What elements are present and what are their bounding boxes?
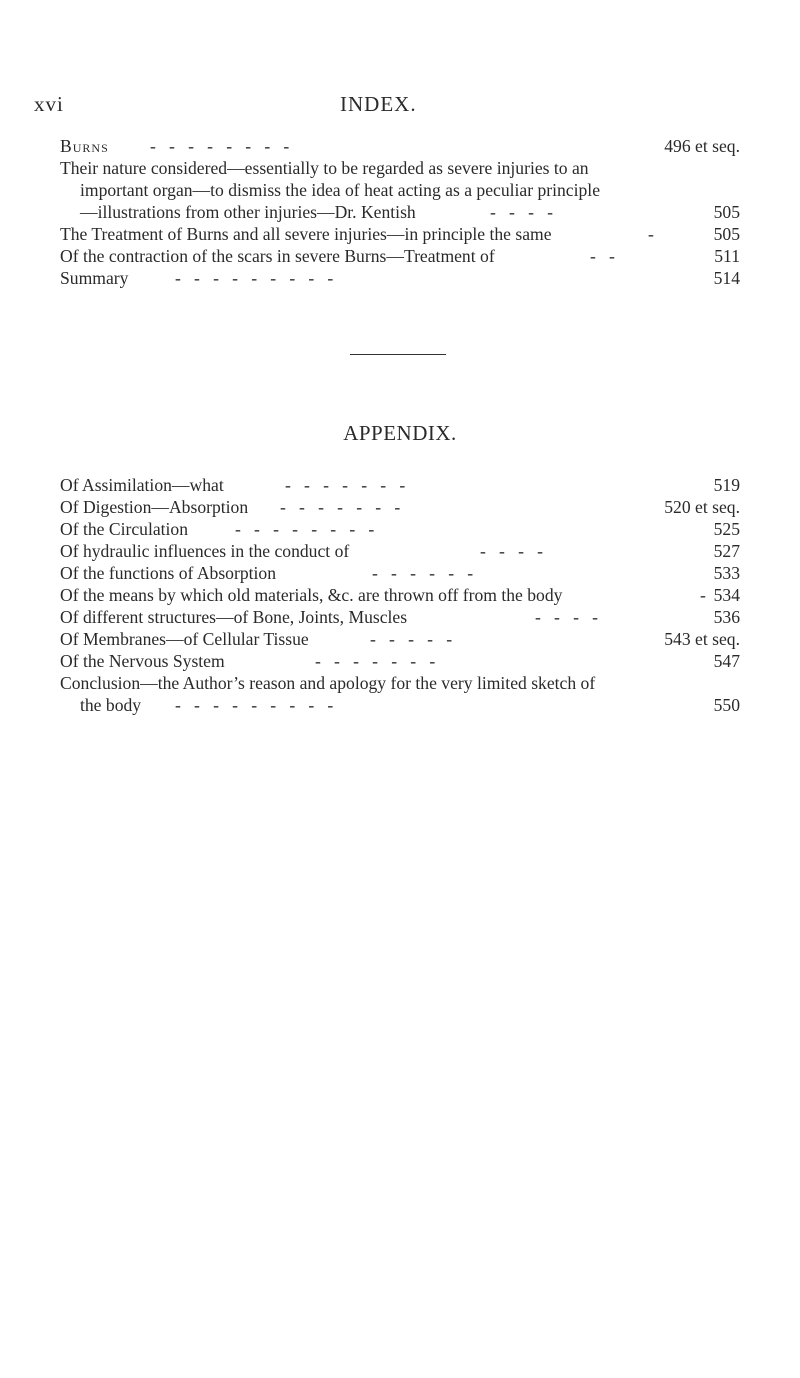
index-entry-line [60, 245, 740, 267]
dot-leader: - - - - - - - [285, 475, 406, 495]
entry-text: Of the Nervous System [60, 651, 225, 671]
entry-text: the body [80, 695, 142, 715]
index-entry-line [60, 223, 740, 245]
index-entry-line [60, 540, 740, 562]
index-entry-line [60, 584, 740, 606]
entry-text: Summary [60, 268, 129, 288]
entry-text: Of Digestion—Absorption [60, 497, 249, 517]
page-reference: 533 [713, 563, 740, 583]
page-reference: 536 [713, 607, 740, 627]
burns-section [60, 135, 740, 289]
entry-text: Of hydraulic influences in the conduct of [60, 541, 350, 561]
entry-text: Of the Circulation [60, 519, 189, 539]
index-entry-line [60, 650, 740, 672]
index-entry-line [60, 628, 740, 650]
page-reference: 505 [713, 202, 740, 222]
dot-leader: - - - - - - - - - [175, 695, 334, 715]
index-entry-line [60, 179, 740, 201]
entry-text: —illustrations from other injuries—Dr. Kentish [80, 202, 416, 222]
index-entry-line [60, 474, 740, 496]
dot-leader: - - - - - - - [280, 497, 401, 517]
entry-text: Burns [60, 136, 109, 156]
index-entry-line [60, 201, 740, 223]
entry-text: Their nature considered—essentially to be regarded as severe injuries to an [60, 158, 589, 178]
entry-text: Of the means by which old materials, &c. are thrown off from the body [60, 585, 563, 605]
dot-leader: - - - - [535, 607, 599, 627]
page-reference: 519 [713, 475, 740, 495]
page-reference: 505 [713, 224, 740, 244]
page-reference: 511 [714, 246, 740, 266]
page-reference: 496 et seq. [664, 136, 740, 156]
section-rule [350, 354, 446, 355]
dot-leader: - - [590, 246, 615, 266]
page-reference: 543 et seq. [664, 629, 740, 649]
index-entry-line [60, 496, 740, 518]
dot-leader: - [648, 224, 654, 244]
dot-leader: - - - - - - - - - [175, 268, 334, 288]
dot-leader: - - - - [480, 541, 544, 561]
page-number: xvi [34, 92, 64, 116]
index-entry-burns [60, 135, 740, 157]
appendix-heading: APPENDIX. [343, 421, 457, 445]
page-reference: 527 [713, 541, 740, 561]
entry-text: Of different structures—of Bone, Joints, Muscles [60, 607, 408, 627]
dot-leader: - [700, 585, 706, 605]
page-reference: 547 [713, 651, 740, 671]
entry-text: Of Membranes—of Cellular Tissue [60, 629, 309, 649]
entry-text: Of the contraction of the scars in severe Burns—Treatment of [60, 246, 495, 266]
page-reference: 514 [713, 268, 740, 288]
index-entry-line [60, 672, 740, 694]
dot-leader: - - - - [490, 202, 554, 222]
entry-text: important organ—to dismiss the idea of heat acting as a peculiar principle [80, 180, 601, 200]
index-entry-line [60, 694, 740, 716]
running-head [34, 92, 734, 122]
appendix-section [60, 474, 740, 716]
page-reference: 520 et seq. [664, 497, 740, 517]
index-entry-line [60, 518, 740, 540]
dot-leader: - - - - - [370, 629, 453, 649]
entry-text: Of the functions of Absorption [60, 563, 276, 583]
page-reference: 550 [713, 695, 740, 715]
page-reference: 534 [713, 585, 740, 605]
entry-text: The Treatment of Burns and all severe injuries—in principle the same [60, 224, 552, 244]
index-entry-line [60, 606, 740, 628]
page-reference: 525 [713, 519, 740, 539]
index-entry-line [60, 157, 740, 179]
entry-text: Of Assimilation—what [60, 475, 224, 495]
index-entry-line [60, 267, 740, 289]
dot-leader: - - - - - - - - [235, 519, 375, 539]
dot-leader: - - - - - - - [315, 651, 436, 671]
dot-leader: - - - - - - - - [150, 136, 290, 156]
index-entry-line [60, 562, 740, 584]
entry-text: Conclusion—the Author’s reason and apology for the very limited sketch of [60, 673, 596, 693]
dot-leader: - - - - - - [372, 563, 474, 583]
running-title: INDEX. [340, 92, 417, 116]
